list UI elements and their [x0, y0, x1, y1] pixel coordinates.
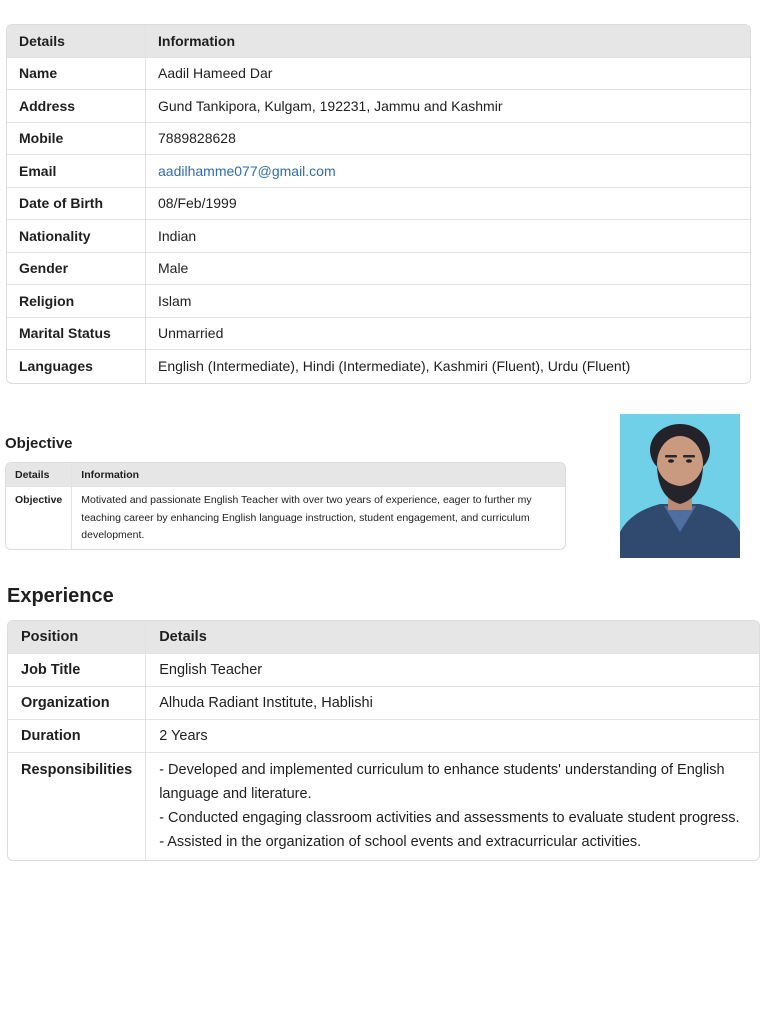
table-row [8, 753, 759, 860]
experience-heading: Experience [7, 585, 114, 607]
table-row [7, 253, 750, 286]
header-details: Details [7, 25, 146, 58]
experience-table [7, 620, 760, 861]
row-value-religion: Islam [146, 285, 750, 318]
objective-table [5, 462, 566, 550]
row-value-email [146, 155, 750, 188]
row-label-address: Address [7, 90, 146, 123]
row-value-responsibilities [146, 753, 759, 860]
email-link[interactable]: aadilhamme077@gmail.com [158, 162, 336, 179]
header-position: Position [8, 621, 146, 654]
profile-photo-illustration [620, 414, 740, 558]
row-label-job-title: Job Title [8, 654, 146, 687]
header-details: Details [6, 463, 72, 487]
row-label-name: Name [7, 58, 146, 91]
row-value-marital-status: Unmarried [146, 318, 750, 351]
row-value-gender: Male [146, 253, 750, 286]
responsibility-item: - Conducted engaging classroom activities and assessments to evaluate student progress. [159, 810, 740, 826]
table-row [7, 220, 750, 253]
header-information: Information [146, 25, 750, 58]
profile-photo [620, 414, 740, 558]
row-label-organization: Organization [8, 687, 146, 720]
row-label-duration: Duration [8, 720, 146, 753]
row-value-name: Aadil Hameed Dar [146, 58, 750, 91]
header-details: Details [146, 621, 759, 654]
row-value-organization: Alhuda Radiant Institute, Hablishi [146, 687, 759, 720]
table-header-row [6, 463, 565, 487]
row-label-languages: Languages [7, 350, 146, 383]
row-label-responsibilities: Responsibilities [8, 753, 146, 860]
row-label-marital-status: Marital Status [7, 318, 146, 351]
objective-heading: Objective [5, 435, 73, 452]
row-value-address: Gund Tankipora, Kulgam, 192231, Jammu and Kashmir [146, 90, 750, 123]
table-row [7, 318, 750, 351]
row-value-mobile: 7889828628 [146, 123, 750, 156]
table-row [7, 350, 750, 383]
row-label-dob: Date of Birth [7, 188, 146, 221]
row-label-objective: Objective [6, 487, 72, 549]
row-label-nationality: Nationality [7, 220, 146, 253]
table-row [7, 188, 750, 221]
table-row [8, 687, 759, 720]
table-header-row [8, 621, 759, 654]
table-header-row [7, 25, 750, 58]
table-row [7, 123, 750, 156]
row-value-languages: English (Intermediate), Hindi (Intermediate), Kashmiri (Fluent), Urdu (Fluent) [158, 358, 631, 375]
table-row [7, 58, 750, 91]
table-row [7, 285, 750, 318]
row-label-mobile: Mobile [7, 123, 146, 156]
table-row [7, 90, 750, 123]
responsibility-item: - Assisted in the organization of school events and extracurricular activities. [159, 834, 642, 850]
table-row [8, 720, 759, 753]
table-row [8, 654, 759, 687]
table-row [7, 155, 750, 188]
row-label-email: Email [7, 155, 146, 188]
row-value-nationality: Indian [146, 220, 750, 253]
row-value-duration: 2 Years [146, 720, 759, 753]
row-value-objective: Motivated and passionate English Teacher with over two years of experience, eager to further my teaching career by enhancing English language instruction, student engagement, and curriculum development. [81, 494, 532, 541]
row-value-job-title: English Teacher [146, 654, 759, 687]
personal-details-table [6, 24, 751, 384]
header-information: Information [72, 463, 565, 487]
row-value-dob: 08/Feb/1999 [146, 188, 750, 221]
responsibility-item: - Developed and implemented curriculum to enhance students' understanding of English language and literature. [159, 762, 725, 802]
row-label-gender: Gender [7, 253, 146, 286]
table-row [6, 487, 565, 549]
row-label-religion: Religion [7, 285, 146, 318]
